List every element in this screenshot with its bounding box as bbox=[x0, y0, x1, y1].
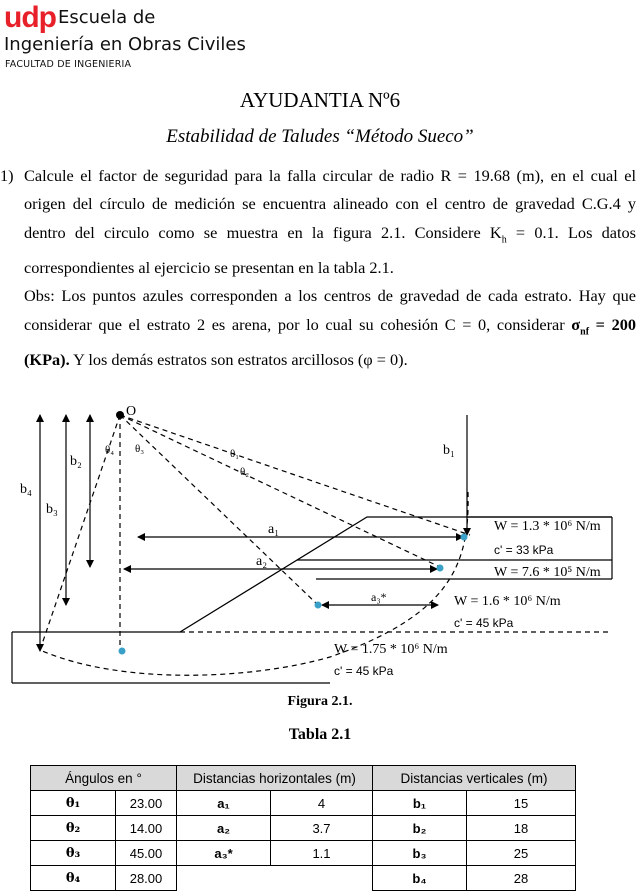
table-cell: b₃ bbox=[373, 841, 467, 866]
kh-subscript: h bbox=[501, 233, 507, 245]
table-cell: 28.00 bbox=[116, 866, 177, 891]
table-cell: 18 bbox=[467, 816, 576, 841]
problem-body bbox=[24, 162, 636, 375]
page-title: AYUDANTIA Nº6 bbox=[239, 88, 401, 112]
table-cell: 15 bbox=[467, 791, 576, 816]
w1-label: W = 1.3 * 10⁶ N/m bbox=[494, 519, 601, 534]
table-cell: b₁ bbox=[373, 791, 467, 816]
b3-label: b₃ bbox=[46, 502, 58, 517]
table-cell: 4 bbox=[271, 791, 373, 816]
centroid-1 bbox=[461, 534, 468, 541]
centroid-2 bbox=[437, 565, 444, 572]
w4-label: W = 1.75 * 10⁶ N/m bbox=[334, 642, 448, 657]
table-cell: 1.1 bbox=[271, 841, 373, 866]
sigma-value: = 200 (KPa). bbox=[24, 314, 637, 370]
p1-text-b: = 0.1. Los datos correspondientes al ejercicio se presentan en la tabla 2.1. bbox=[24, 222, 636, 278]
table-cell: θ₁ bbox=[31, 791, 116, 816]
table-cell-empty bbox=[177, 866, 373, 891]
header-vertical: Distancias verticales (m) bbox=[373, 766, 576, 791]
logo-line-2: Ingeniería en Obras Civiles bbox=[4, 34, 246, 55]
header-horizontal: Distancias horizontales (m) bbox=[177, 766, 373, 791]
page-subtitle: Estabilidad de Taludes “Método Sueco” bbox=[166, 126, 474, 147]
table-cell: b₂ bbox=[373, 816, 467, 841]
p1-text-a: Calcule el factor de seguridad para la falla circular de radio R = 19.68 (m), en el cual el origen del círculo de medición se encuentra alineado con el centro de gravedad C.G.4 y dentro del circulo como se muestra en la figura 2.1. Considere K bbox=[24, 166, 636, 242]
table-caption: Tabla 2.1 bbox=[288, 726, 352, 743]
table-row bbox=[31, 841, 576, 866]
sigma-subscript: nf bbox=[580, 325, 590, 337]
problem-number: 1) bbox=[0, 166, 14, 185]
header-angles: Ángulos en ° bbox=[31, 766, 177, 791]
w3-label: W = 1.6 * 10⁶ N/m bbox=[454, 594, 561, 609]
table-cell: b₄ bbox=[373, 866, 467, 891]
table-cell: θ₂ bbox=[31, 816, 116, 841]
table-cell: a₁ bbox=[177, 791, 271, 816]
centroid-3 bbox=[315, 602, 322, 609]
figure-caption: Figura 2.1. bbox=[287, 694, 353, 709]
w2-label: W = 7.6 * 10⁵ N/m bbox=[494, 565, 601, 580]
table-row bbox=[31, 816, 576, 841]
table-cell: a₃* bbox=[177, 841, 271, 866]
b1-label: b₁ bbox=[443, 443, 455, 458]
p2-text-c: Y los demás estratos son estratos arcillosos (φ = 0). bbox=[69, 350, 408, 370]
a3-label: a₃* bbox=[371, 590, 387, 604]
ray-3 bbox=[120, 415, 318, 605]
theta1-label: θ₁ bbox=[230, 448, 240, 460]
problem-paragraph-1 bbox=[24, 162, 636, 282]
theta4-label: θ₄ bbox=[105, 444, 115, 456]
b2-label: b₂ bbox=[70, 454, 82, 469]
p2-text-a: Obs: Los puntos azules corresponden a los centros de gravedad de cada estrato. Hay que considerar que el estrato 2 es arena, por lo cual su cohesión C = 0, considerar bbox=[24, 286, 636, 334]
a2-label: a₂ bbox=[256, 554, 268, 569]
table-cell: 3.7 bbox=[271, 816, 373, 841]
ray-2 bbox=[120, 415, 440, 567]
problem-paragraph-2 bbox=[24, 282, 636, 374]
table-cell: θ₃ bbox=[31, 841, 116, 866]
table-cell: 23.00 bbox=[116, 791, 177, 816]
logo-line-3: FACULTAD DE INGENIERIA bbox=[5, 59, 132, 70]
c1-label: c' = 33 kPa bbox=[494, 543, 554, 557]
figure-2-1 bbox=[0, 395, 640, 695]
table-cell: θ₄ bbox=[31, 866, 116, 891]
c3-label: c' = 45 kPa bbox=[454, 616, 514, 630]
origin-point bbox=[116, 411, 124, 419]
origin-label: O bbox=[126, 404, 137, 419]
table-row bbox=[31, 791, 576, 816]
sigma-symbol: σ bbox=[571, 314, 581, 334]
centroid-4 bbox=[119, 648, 126, 655]
c4-label: c' = 45 kPa bbox=[334, 664, 394, 678]
b4-label: b₄ bbox=[20, 482, 32, 497]
table-header-row bbox=[31, 766, 576, 791]
udp-logo bbox=[4, 2, 264, 72]
theta3-label: θ₃ bbox=[135, 443, 145, 455]
theta2-label: θ₂ bbox=[240, 466, 250, 478]
table-cell: a₂ bbox=[177, 816, 271, 841]
table-cell: 14.00 bbox=[116, 816, 177, 841]
table-cell: 45.00 bbox=[116, 841, 177, 866]
table-row bbox=[31, 866, 576, 891]
data-table bbox=[30, 765, 576, 891]
logo-line-1: Escuela de bbox=[58, 7, 156, 28]
table-cell: 25 bbox=[467, 841, 576, 866]
table-cell: 28 bbox=[467, 866, 576, 891]
a1-label: a₁ bbox=[268, 522, 280, 537]
slope-diagram bbox=[0, 395, 640, 695]
logo-brand: udp bbox=[4, 1, 56, 34]
